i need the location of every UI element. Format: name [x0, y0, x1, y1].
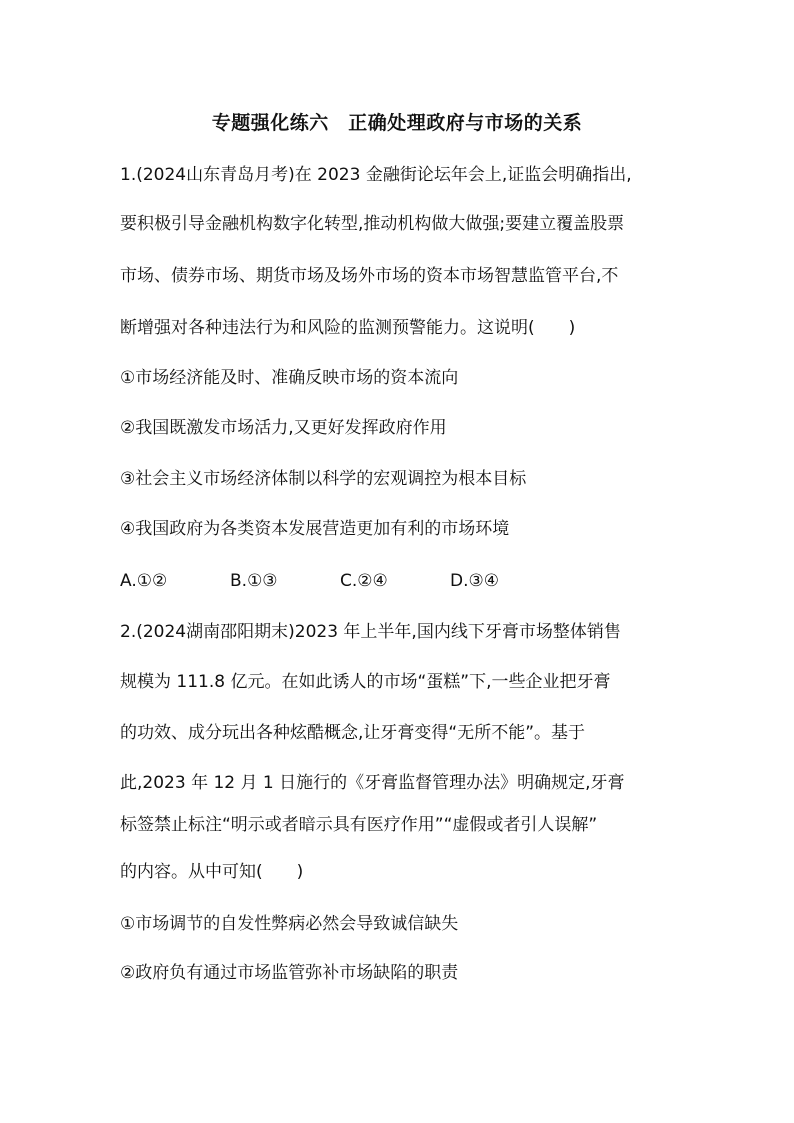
- q1-answer-options: [120, 569, 499, 593]
- q1-statement-2: ②我国既激发市场活力,又更好发挥政府作用: [120, 418, 447, 438]
- q2-statement-2: ②政府负有通过市场监管弥补市场缺陷的职责: [120, 963, 459, 983]
- q2-stem-line-2: 规模为 111.8 亿元。在如此诱人的市场“蛋糕”下,一些企业把牙膏: [120, 672, 611, 692]
- q1-option-a[interactable]: A.①②: [120, 571, 168, 591]
- q2-stem-line-6: 的内容。从中可知( ): [120, 862, 304, 882]
- q2-stem-line-5: 标签禁止标注“明示或者暗示具有医疗作用”“虚假或者引人误解”: [120, 815, 598, 835]
- q1-statement-3: ③社会主义市场经济体制以科学的宏观调控为根本目标: [120, 469, 527, 489]
- page-title: 专题强化练六 正确处理政府与市场的关系: [211, 112, 583, 134]
- q1-option-b[interactable]: B.①③: [230, 571, 278, 591]
- q1-stem-line-2: 要积极引导金融机构数字化转型,推动机构做大做强;要建立覆盖股票: [120, 214, 625, 234]
- q2-stem-line-1: 2.(2024湖南邵阳期末)2023 年上半年,国内线下牙膏市场整体销售: [120, 622, 621, 642]
- q1-statement-1: ①市场经济能及时、准确反映市场的资本流向: [120, 368, 459, 388]
- q1-statement-4: ④我国政府为各类资本发展营造更加有利的市场环境: [120, 519, 510, 539]
- q1-stem-line-4: 断增强对各种违法行为和风险的监测预警能力。这说明( ): [120, 318, 576, 338]
- q2-stem-line-3: 的功效、成分玩出各种炫酷概念,让牙膏变得“无所不能”。基于: [120, 723, 586, 743]
- q2-statement-1: ①市场调节的自发性弊病必然会导致诚信缺失: [120, 914, 459, 934]
- q1-option-d[interactable]: D.③④: [450, 571, 499, 591]
- q1-stem-line-3: 市场、债券市场、期货市场及场外市场的资本市场智慧监管平台,不: [120, 266, 619, 286]
- q2-stem-line-4: 此,2023 年 12 月 1 日施行的《牙膏监督管理办法》明确规定,牙膏: [120, 773, 625, 793]
- q1-stem-line-1: 1.(2024山东青岛月考)在 2023 金融街论坛年会上,证监会明确指出,: [120, 165, 632, 185]
- q1-option-c[interactable]: C.②④: [340, 571, 388, 591]
